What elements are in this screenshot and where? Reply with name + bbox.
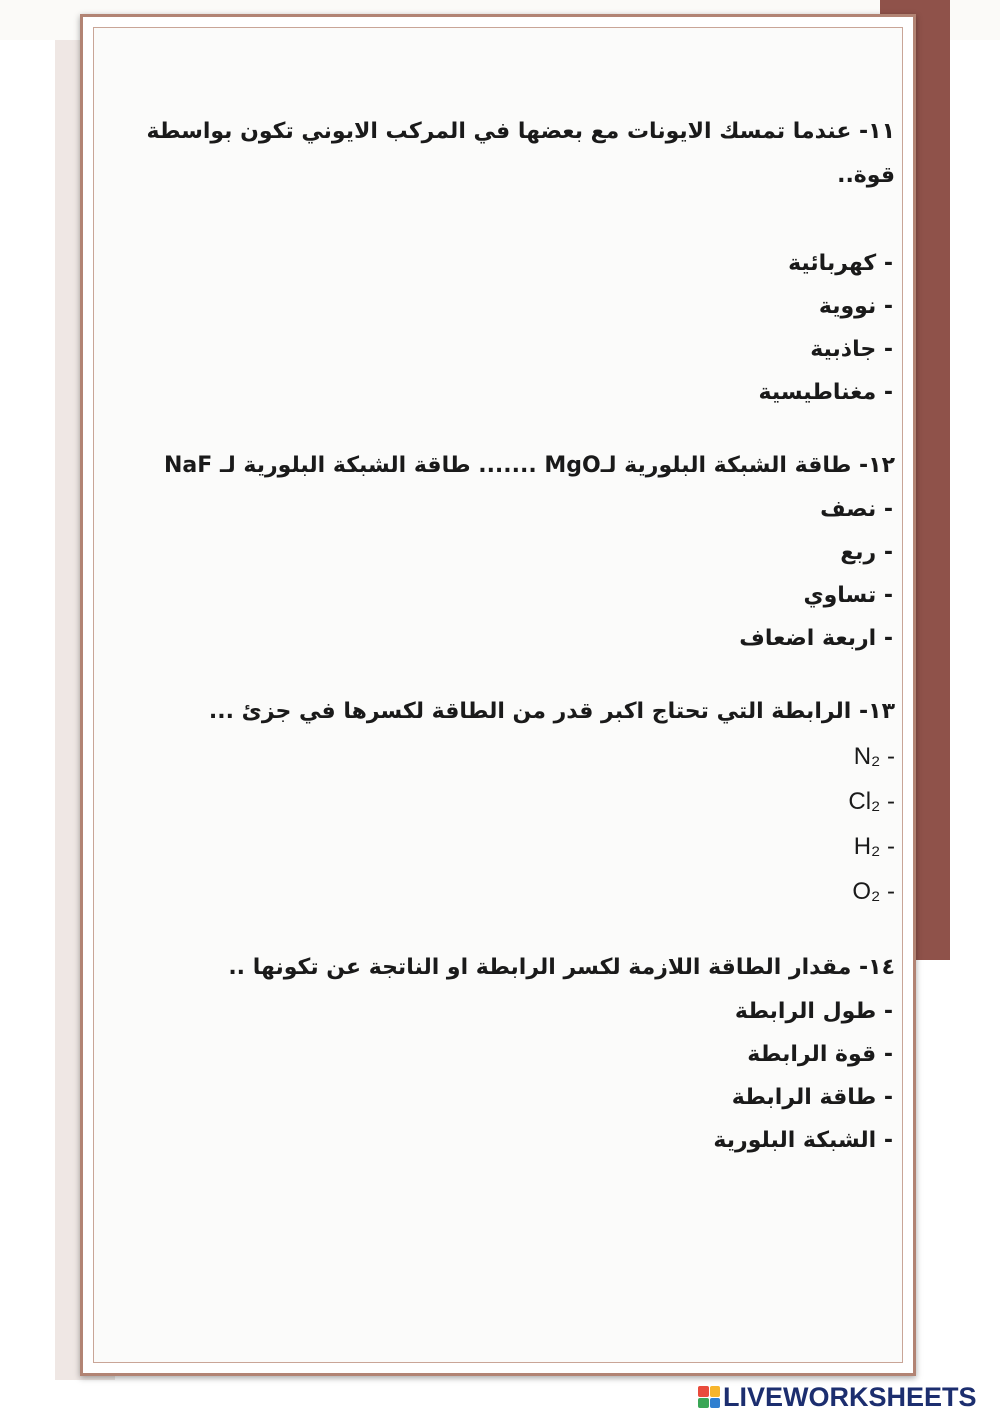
option[interactable]: - اربعة اضعاف — [739, 626, 893, 651]
option[interactable]: H₂ - — [853, 833, 895, 860]
option[interactable]: - الشبكة البلورية — [713, 1128, 893, 1153]
liveworksheets-footer[interactable] — [698, 1382, 977, 1412]
option[interactable]: - نصف — [820, 497, 893, 522]
option[interactable]: - مغناطيسية — [758, 380, 893, 405]
liveworksheets-logo-icon — [698, 1386, 720, 1408]
option[interactable]: - جاذبية — [810, 337, 893, 362]
spacer — [140, 414, 895, 444]
spacer — [140, 198, 895, 242]
question-13: ١٣- الرابطة التي تحتاج اكبر قدر من الطاقة لكسرها في جزئ ... — [208, 699, 895, 724]
option[interactable]: O₂ - — [852, 878, 895, 905]
option[interactable]: - طاقة الرابطة — [731, 1085, 893, 1110]
question-12: ١٢- طاقة الشبكة البلورية لـMgO ....... طاقة الشبكة البلورية لـ NaF — [163, 453, 895, 478]
question-11: ١١- عندما تمسك الايونات مع بعضها في المركب الايوني تكون بواسطة قوة.. — [146, 119, 895, 188]
brand-name: LIVEWORKSHEETS — [723, 1381, 977, 1412]
option[interactable]: - تساوي — [803, 583, 893, 608]
option[interactable]: - ربع — [840, 540, 893, 565]
spacer — [140, 660, 895, 690]
option[interactable]: Cl₂ - — [848, 788, 895, 815]
option[interactable]: - قوة الرابطة — [747, 1042, 893, 1067]
option[interactable]: - نووية — [818, 294, 893, 319]
question-14: ١٤- مقدار الطاقة اللازمة لكسر الرابطة او الناتجة عن تكونها .. — [228, 955, 895, 980]
worksheet-content — [140, 110, 895, 1162]
option[interactable]: N₂ - — [853, 743, 895, 770]
option[interactable]: - كهربائية — [788, 251, 893, 276]
option[interactable]: - طول الرابطة — [734, 999, 893, 1024]
spacer — [140, 914, 895, 946]
